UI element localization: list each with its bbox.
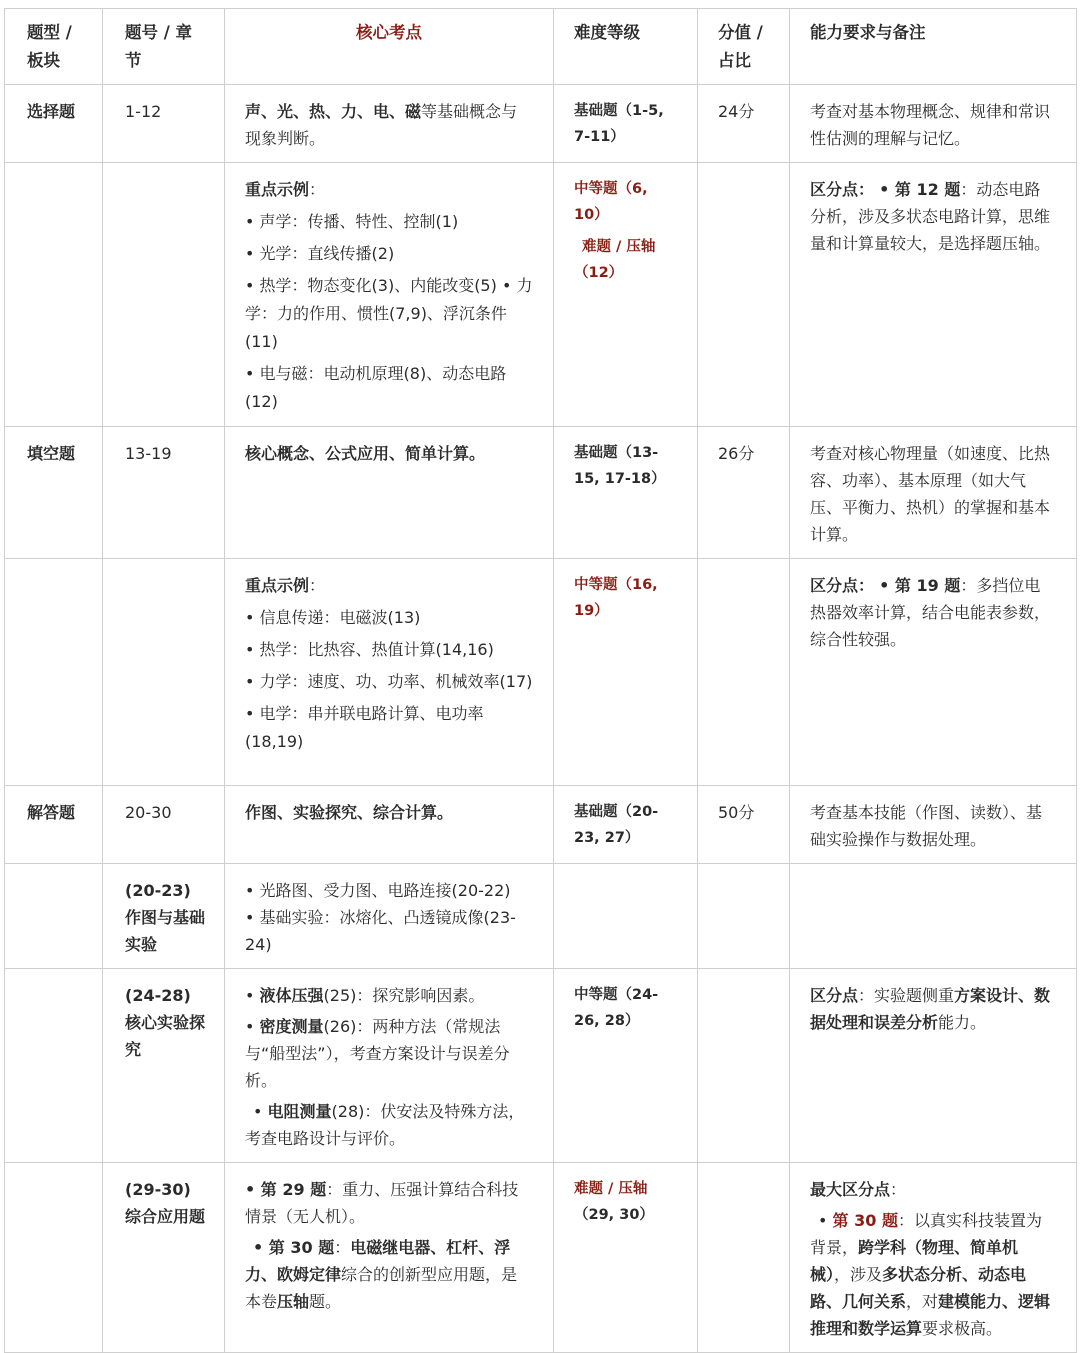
header-row — [5, 9, 1077, 85]
row-level: 基础题（20-23, 27） — [554, 786, 698, 864]
header-type: 题型 / 板块 — [5, 9, 103, 85]
table-row — [5, 969, 1077, 1163]
row-level: 基础题（1-5, 7-11） — [554, 85, 698, 163]
row-ability: 区分点： • 第 12 题：动态电路分析，涉及多状态电路计算，思维量和计算量较大，是选择题压轴。 — [790, 163, 1077, 427]
row-level: 中等题（6, 10） 难题 / 压轴 （12） — [554, 163, 698, 427]
header-core: 核心考点 — [225, 9, 554, 85]
row-num — [103, 163, 225, 427]
row-score — [698, 864, 790, 969]
row-type — [5, 163, 103, 427]
row-ability — [790, 864, 1077, 969]
table-row — [5, 1163, 1077, 1353]
row-core: 作图、实验探究、综合计算。 — [225, 786, 554, 864]
row-ability: 考查基本技能（作图、读数）、基础实验操作与数据处理。 — [790, 786, 1077, 864]
row-ability: 考查对基本物理概念、规律和常识性估测的理解与记忆。 — [790, 85, 1077, 163]
row-score: 24分 — [698, 85, 790, 163]
row-type: 选择题 — [5, 85, 103, 163]
row-type — [5, 1163, 103, 1353]
row-level: 中等题（24-26, 28） — [554, 969, 698, 1163]
row-level: 基础题（13-15, 17-18） — [554, 427, 698, 559]
row-core: 声、光、热、力、电、磁等基础概念与现象判断。 — [225, 85, 554, 163]
header-num: 题号 / 章 节 — [103, 9, 225, 85]
row-num — [103, 559, 225, 786]
table-row — [5, 864, 1077, 969]
table-row — [5, 163, 1077, 427]
header-score: 分值 / 占比 — [698, 9, 790, 85]
row-score — [698, 163, 790, 427]
row-num: (29-30) 综合应用题 — [103, 1163, 225, 1353]
row-ability: 区分点：实验题侧重方案设计、数据处理和误差分析能力。 — [790, 969, 1077, 1163]
table-row — [5, 786, 1077, 864]
row-core: 重点示例： • 声学：传播、特性、控制(1) • 光学：直线传播(2) • 热学：物态变化(3)、内能改变(5) • 力学：力的作用、惯性(7,9)、浮沉条件(11) • 电与磁：电动机原理(8)、动态电路(12) — [225, 163, 554, 427]
table-row — [5, 427, 1077, 559]
row-score: 50分 — [698, 786, 790, 864]
row-level: 中等题（16, 19） — [554, 559, 698, 786]
row-num: 20-30 — [103, 786, 225, 864]
row-ability: 最大区分点： • 第 30 题：以真实科技装置为背景，跨学科（物理、简单机械），涉及多状态分析、动态电路、几何关系，对建模能力、逻辑推理和数学运算要求极高。 — [790, 1163, 1077, 1353]
header-level: 难度等级 — [554, 9, 698, 85]
row-score — [698, 969, 790, 1163]
row-core: • 第 29 题：重力、压强计算结合科技情景（无人机）。 • 第 30 题：电磁继电器、杠杆、浮力、欧姆定律综合的创新型应用题，是本卷压轴题。 — [225, 1163, 554, 1353]
row-type: 填空题 — [5, 427, 103, 559]
row-ability: 区分点： • 第 19 题：多挡位电热器效率计算，结合电能表参数，综合性较强。 — [790, 559, 1077, 786]
row-type — [5, 969, 103, 1163]
row-score — [698, 559, 790, 786]
row-num: (20-23) 作图与基础实验 — [103, 864, 225, 969]
row-level: 难题 / 压轴 （29, 30） — [554, 1163, 698, 1353]
row-ability: 考查对核心物理量（如速度、比热容、功率）、基本原理（如大气压、平衡力、热机）的掌握和基本计算。 — [790, 427, 1077, 559]
row-core: • 液体压强(25)：探究影响因素。 • 密度测量(26)：两种方法（常规法与“船型法”），考查方案设计与误差分析。 • 电阻测量(28)：伏安法及特殊方法，考查电路设计与评价。 — [225, 969, 554, 1163]
exam-analysis-table — [4, 8, 1077, 1353]
row-level — [554, 864, 698, 969]
row-num: (24-28) 核心实验探究 — [103, 969, 225, 1163]
row-score: 26分 — [698, 427, 790, 559]
row-type: 解答题 — [5, 786, 103, 864]
row-core: 核心概念、公式应用、简单计算。 — [225, 427, 554, 559]
row-num: 1-12 — [103, 85, 225, 163]
table-row — [5, 85, 1077, 163]
row-type — [5, 559, 103, 786]
table-row — [5, 559, 1077, 786]
row-core: • 光路图、受力图、电路连接(20-22) • 基础实验：冰熔化、凸透镜成像(23-24) — [225, 864, 554, 969]
row-score — [698, 1163, 790, 1353]
row-num: 13-19 — [103, 427, 225, 559]
row-core: 重点示例： • 信息传递：电磁波(13) • 热学：比热容、热值计算(14,16) • 力学：速度、功、功率、机械效率(17) • 电学：串并联电路计算、电功率(18,19) — [225, 559, 554, 786]
row-type — [5, 864, 103, 969]
header-ability: 能力要求与备注 — [790, 9, 1077, 85]
